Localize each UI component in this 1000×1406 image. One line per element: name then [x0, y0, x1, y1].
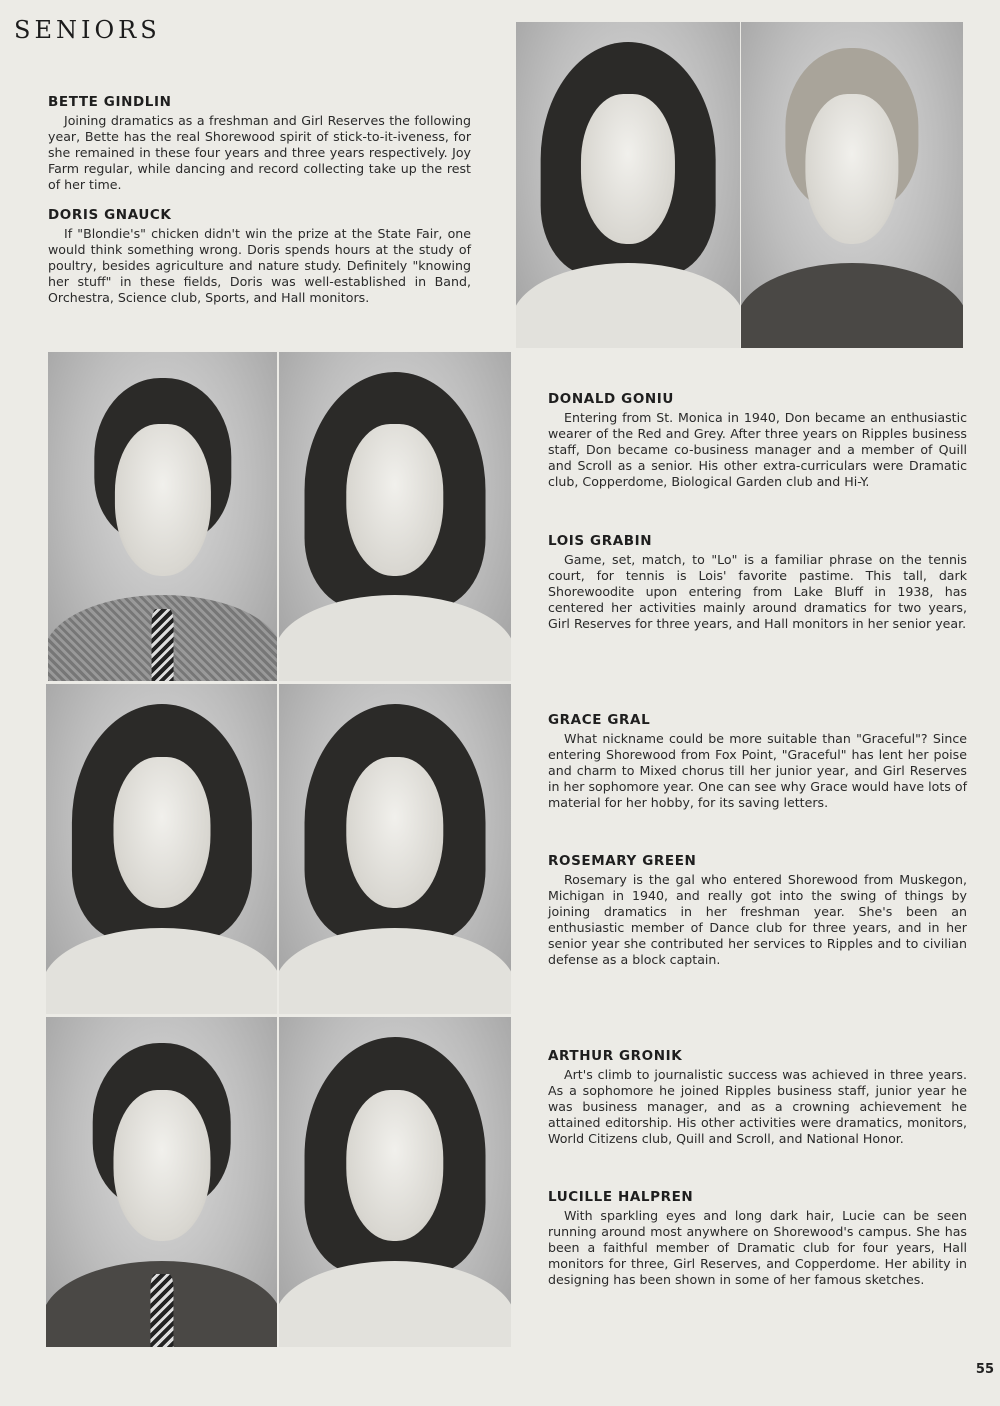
bio-name: DORIS GNAUCK	[48, 207, 172, 223]
page-number: 55	[975, 1362, 994, 1377]
bio-text: What nickname could be more suitable than "Graceful"? Since entering Shorewood from Fox Point, "Graceful" has lent her poise and charm to Mixed chorus till her junior year, and Girl Reserves in her sophomore year. One can see why Grace would have lots of material for her hobby, for its saving letters.	[548, 731, 967, 810]
bio-text: If "Blondie's" chicken didn't win the prize at the State Fair, one would think something wrong. Doris spends hours at the study of poultry, besides agriculture and nature study. Definitely "knowing her stuff" in these fields, Doris was well-established in Band, Orchestra, Science club, Sports, and Hall monitors.	[48, 226, 471, 305]
bio-donald-goniu	[548, 391, 967, 490]
portrait-photo	[48, 352, 277, 681]
bio-name: BETTE GINDLIN	[48, 94, 172, 110]
bio-name: ROSEMARY GREEN	[548, 853, 697, 869]
bio-text: Entering from St. Monica in 1940, Don became an enthusiastic wearer of the Red and Grey. After three years on Ripples business staff, Don became co-business manager and a member of Quill and Scroll as a senior. His other extra-curriculars were Dramatic club, Copperdome, Biological Garden club and Hi-Y.	[548, 410, 967, 489]
bio-text: Rosemary is the gal who entered Shorewood from Muskegon, Michigan in 1940, and really got into the swing of things by joining dramatics in her freshman year. She's been an enthusiastic member of Dance club for three years, and in her senior year she contributed her services to Ripples and to civilian defense as a block captain.	[548, 872, 967, 967]
bio-name: LOIS GRABIN	[548, 533, 653, 549]
page-title: SENIORS	[14, 16, 161, 44]
bio-arthur-gronik	[548, 1048, 967, 1147]
bio-name: GRACE GRAL	[548, 712, 651, 728]
portrait-photo	[279, 1017, 511, 1347]
bio-name: DONALD GONIU	[548, 391, 674, 407]
bio-grace-gral	[548, 712, 967, 811]
portrait-photo	[279, 352, 511, 681]
portrait-photo	[46, 1017, 277, 1347]
portrait-photo	[741, 22, 963, 348]
bio-rosemary-green	[548, 853, 967, 967]
bio-doris-gnauck	[48, 207, 471, 306]
bio-name: LUCILLE HALPREN	[548, 1189, 694, 1205]
portrait-photo	[279, 684, 511, 1014]
portrait-photo	[516, 22, 740, 348]
bio-text: Joining dramatics as a freshman and Girl Reserves the following year, Bette has the real Shorewood spirit of stick-to-it-iveness, for she remained in these four years and three years respectively. Joy Farm regular, while dancing and record collecting take up the rest of her time.	[48, 113, 471, 192]
bio-text: With sparkling eyes and long dark hair, Lucie can be seen running around most anywhere on Shorewood's campus. She has been a faithful member of Dramatic club for four years, Hall monitors for three, Girl Reserves, and Copperdome. Her ability in designing has been shown in some of her famous sketches.	[548, 1208, 967, 1287]
bio-name: ARTHUR GRONIK	[548, 1048, 683, 1064]
bio-bette-gindlin	[48, 94, 471, 193]
bio-lucille-halpren	[548, 1189, 967, 1288]
bio-lois-grabin	[548, 533, 967, 632]
bio-text: Art's climb to journalistic success was achieved in three years. As a sophomore he joined Ripples business staff, junior year he was business manager, and as a crowning achievement he attained editorship. His other activities were dramatics, monitors, World Citizens club, Quill and Scroll, and National Honor.	[548, 1067, 967, 1146]
portrait-photo	[46, 684, 277, 1014]
bio-text: Game, set, match, to "Lo" is a familiar phrase on the tennis court, for tennis is Lois' favorite pastime. This tall, dark Shorewoodite upon entering from Lake Bluff in 1938, has centered her activities mainly around dramatics for two years, Girl Reserves for three years, and Hall monitors in her senior year.	[548, 552, 967, 631]
